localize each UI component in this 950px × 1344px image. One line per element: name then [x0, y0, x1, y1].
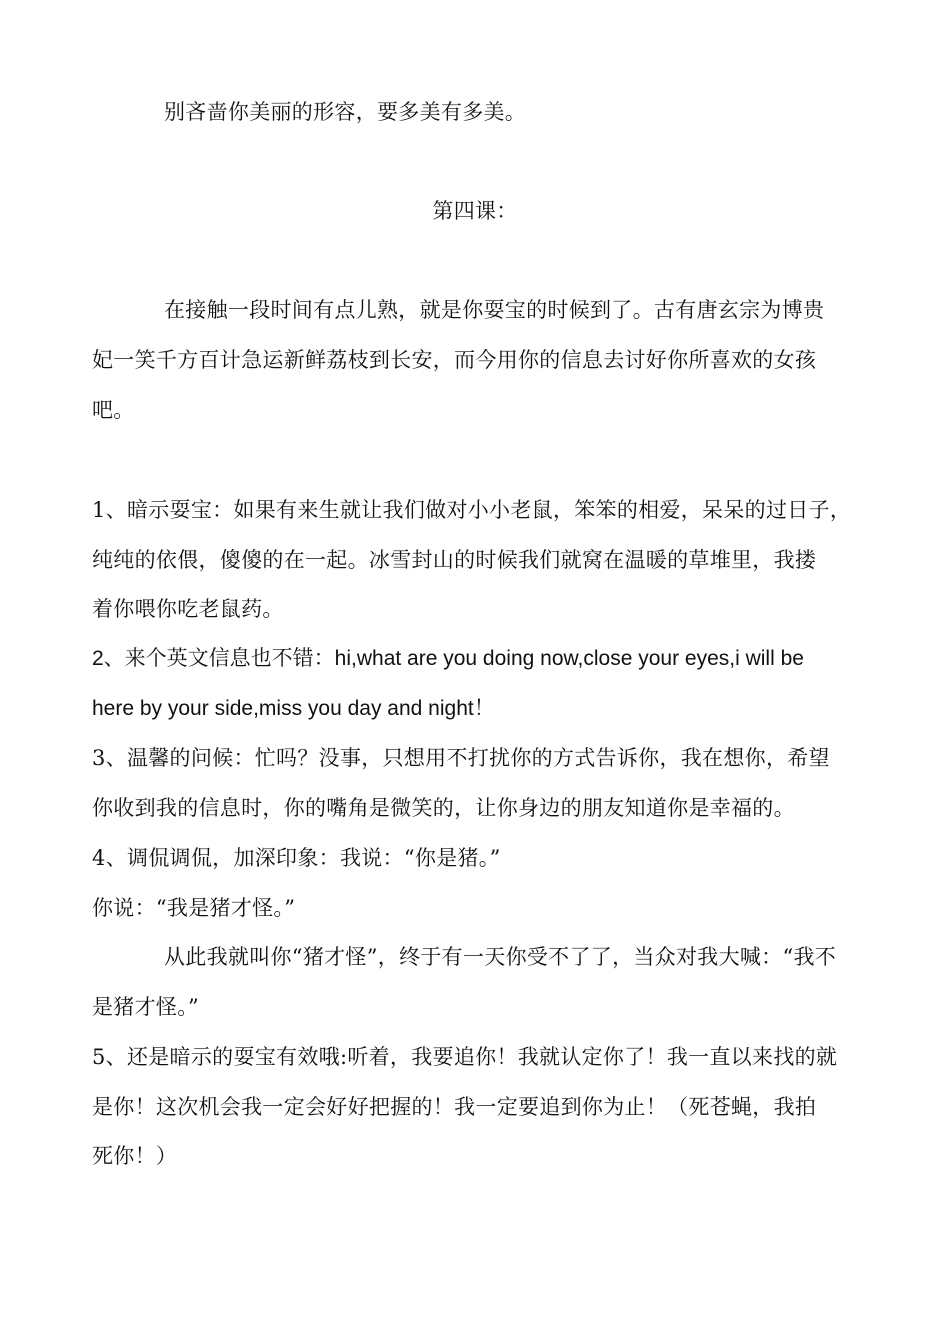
item-4-line-4: 是猪才怪。”	[92, 995, 200, 1019]
item-1-line-3: 着你喂你吃老鼠药。	[92, 597, 284, 621]
intro-line-1: 在接触一段时间有点儿熟，就是你耍宝的时候到了。古有唐玄宗为博贵	[164, 298, 825, 322]
item-5-line-3: 死你！）	[92, 1144, 178, 1168]
item-1-line-1: 1、暗示耍宝：如果有来生就让我们做对小小老鼠，笨笨的相爱，呆呆的过日子，	[92, 498, 852, 522]
item-1-line-2: 纯纯的依偎，傻傻的在一起。冰雪封山的时候我们就窝在温暖的草堆里，我搂	[92, 548, 817, 572]
item-3-line-1: 3、温馨的问候：忙吗？没事，只想用不打扰你的方式告诉你，我在想你，希望	[92, 746, 830, 770]
item-2-line-1: 2、来个英文信息也不错：hi,what are you doing now,close your eyes,i will be	[92, 647, 804, 670]
item-5-line-2: 是你！这次机会我一定会好好把握的！我一定要追到你为止！（死苍蝇，我拍	[92, 1095, 817, 1119]
item-3-line-2: 你收到我的信息时，你的嘴角是微笑的，让你身边的朋友知道你是幸福的。	[92, 796, 795, 820]
intro-line-2: 妃一笑千方百计急运新鲜荔枝到长安，而今用你的信息去讨好你所喜欢的女孩	[92, 348, 817, 372]
section-heading: 第四课：	[432, 199, 518, 223]
item-4-line-1: 4、调侃调侃，加深印象：我说：“你是猪。”	[92, 846, 501, 870]
item-2-line-2: here by your side,miss you day and night！	[92, 697, 495, 720]
item-4-line-3: 从此我就叫你“猪才怪”，终于有一天你受不了了，当众对我大喊：“我不	[164, 945, 837, 969]
intro-line-3: 吧。	[92, 398, 135, 422]
opening-line: 别吝啬你美丽的形容，要多美有多美。	[164, 100, 527, 124]
item-4-line-2: 你说：“我是猪才怪。”	[92, 896, 296, 920]
item-5-line-1: 5、还是暗示的耍宝有效哦:听着，我要追你！我就认定你了！我一直以来找的就	[92, 1045, 838, 1069]
